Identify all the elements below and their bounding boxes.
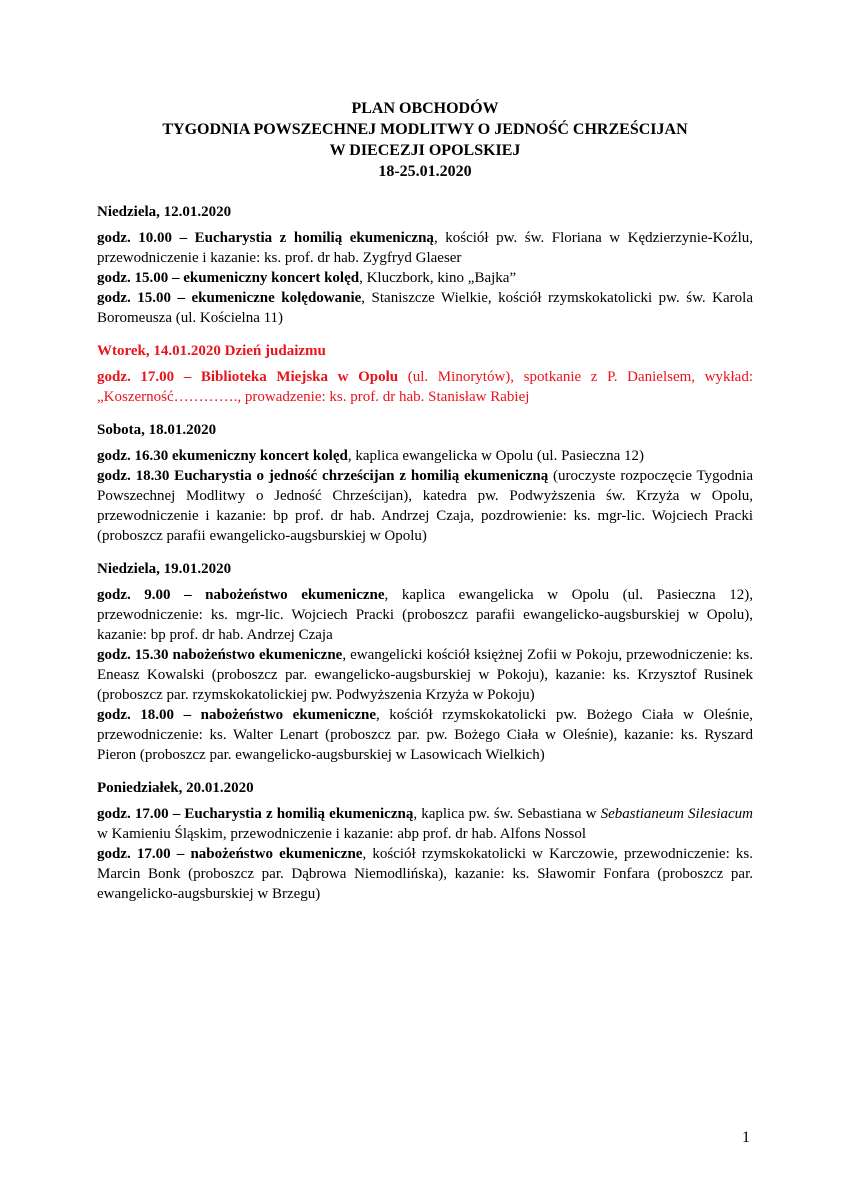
day-heading: Sobota, 18.01.2020 [97,422,217,438]
day-heading: Wtorek, 14.01.2020 Dzień judaizmu [97,343,326,359]
event-title: godz. 9.00 – nabożeństwo ekumeniczne [97,587,385,603]
document-page [97,98,753,917]
event-title: godz. 15.00 – ekumeniczne kolędowanie [97,290,362,306]
title-line-1: PLAN OBCHODÓW [351,100,499,117]
day-section [97,778,753,904]
event-entry [97,228,753,268]
day-heading: Niedziela, 19.01.2020 [97,561,232,577]
event-details: , kościół rzymskokatolicki pw. Bożego Ciała w Oleśnie, przewodniczenie: ks. Walter Lenart (proboszcz par. pw. Bożego Ciała w Oleśnie), kazanie: ks. Ryszard Pieron (proboszcz par. ewangelicko-augsburskiej w Lasowicach Wielkich) [97,707,753,763]
event-details: , kaplica pw. św. Sebastiana w [413,806,601,822]
title-line-4: 18-25.01.2020 [378,163,472,180]
event-entry [97,446,753,466]
event-details: (ul. Minorytów), spotkanie z P. Danielsem, wykład: „Koszerność…………., prowadzenie: ks. prof. dr hab. Stanisław Rabiej [97,369,753,405]
event-entry [97,367,753,407]
day-section-highlighted [97,341,753,407]
event-entry [97,844,753,904]
day-section [97,202,753,328]
event-details: w Kamieniu Śląskim, przewodniczenie i kazanie: abp prof. dr hab. Alfons Nossol [97,826,587,842]
event-details: , kaplica ewangelicka w Opolu (ul. Pasieczna 12), przewodniczenie: ks. mgr-lic. Wojciech Pracki (proboszcz parafii ewangelicko-augsburskiej w Opolu), kazanie: bp prof. dr hab. Andrzej Czaja [97,587,754,643]
event-venue-name: Sebastianeum Silesiacum [600,806,753,822]
event-title: godz. 15.00 – ekumeniczny koncert kolęd [97,270,360,286]
page-number: 1 [742,1129,750,1146]
event-details: , Kluczbork, kino „Bajka” [359,270,517,286]
event-title: godz. 18.30 Eucharystia o jedność chrześcijan z homilią ekumeniczną [97,468,549,484]
event-entry [97,288,753,328]
event-details: , kościół pw. św. Floriana w Kędzierzynie-Koźlu, przewodniczenie i kazanie: ks. prof. dr hab. Zygfryd Glaeser [97,230,754,266]
event-details: , kaplica ewangelicka w Opolu (ul. Pasieczna 12) [347,448,644,464]
day-section [97,420,753,546]
day-heading: Niedziela, 12.01.2020 [97,204,232,220]
event-entry [97,705,753,765]
event-title: godz. 17.00 – Eucharystia z homilią ekumeniczną [97,806,414,822]
event-title: godz. 17.00 – Biblioteka Miejska w Opolu [97,369,399,385]
day-section [97,559,753,765]
event-details: (uroczyste rozpoczęcie Tygodnia Powszechnej Modlitwy o Jedność Chrześcijan), katedra pw. Podwyższenia św. Krzyża w Opolu, przewodniczenie i kazanie: bp prof. dr hab. Andrzej Czaja, pozdrowienie: ks. mgr-lic. Wojciech Pracki (proboszcz parafii ewangelicko-augsburskiej w Opolu) [97,468,753,544]
event-title: godz. 17.00 – nabożeństwo ekumeniczne [97,846,363,862]
event-entry [97,804,753,844]
document-title [97,98,753,182]
event-entry [97,645,753,705]
event-details: , Staniszcze Wielkie, kościół rzymskokatolicki pw. św. Karola Boromeusza (ul. Kościelna 11) [97,290,753,326]
event-entry [97,585,753,645]
title-line-3: W DIECEZJI OPOLSKIEJ [329,142,521,159]
title-line-2: TYGODNIA POWSZECHNEJ MODLITWY O JEDNOŚĆ CHRZEŚCIJAN [162,121,688,138]
event-title: godz. 16.30 ekumeniczny koncert kolęd [97,448,348,464]
event-title: godz. 10.00 – Eucharystia z homilią ekumeniczną [97,230,434,246]
event-title: godz. 15.30 nabożeństwo ekumeniczne [97,647,343,663]
event-entry [97,268,753,288]
event-title: godz. 18.00 – nabożeństwo ekumeniczne [97,707,376,723]
event-details: , kościół rzymskokatolicki w Karczowie, przewodniczenie: ks. Marcin Bonk (proboszcz par. Dąbrowa Niemodlińska), kazanie: ks. Sławomir Fonfara (proboszcz par. ewangelicko-augsburskiej w Brzegu) [97,846,753,902]
event-entry [97,466,753,546]
day-heading: Poniedziałek, 20.01.2020 [97,780,254,796]
event-details: , ewangelicki kościół księżnej Zofii w Pokoju, przewodniczenie: ks. Eneasz Kowalski (proboszcz par. ewangelicko-augsburskiej w Pokoju), kazanie: ks. Krzysztof Rusinek (proboszcz par. rzymskokatolickiej pw. Podwyższenia Krzyża w Pokoju) [97,647,754,703]
